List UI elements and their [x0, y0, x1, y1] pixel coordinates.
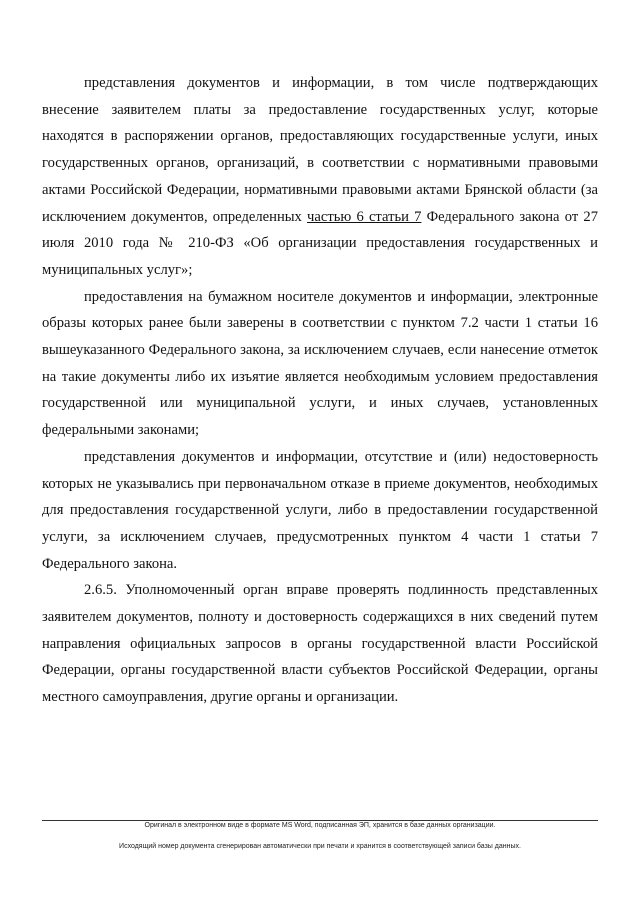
paragraph-text: представления документов и информации, в том числе подтверждающих внесение заявителем платы за предоставление государственных услуг, которые находятся в распоряжении органов, предоставляющих государственные услуги, иных государственных органов, организаций, в соответствии с нормативными правовыми актами Российской Федерации, нормативными правовыми актами Брянской области (за исключением документов, определенных: [42, 75, 598, 225]
footer-outgoing-number-note: Исходящий номер документа сгенерирован автоматически при печати и хранится в соответствующей записи базы данных.: [119, 843, 521, 850]
paragraph-missing-documents: представления документов и информации, отсутствие и (или) недостоверность которых не указывались при первоначальном отказе в приеме документов, необходимых для предоставления государственной услуги, либо в предоставлении государственной услуги, за исключением случаев, предусмотренных пунктом 4 части 1 статьи 7 Федерального закона.: [42, 448, 598, 572]
paragraph-2-6-5: 2.6.5. Уполномоченный орган вправе проверять подлинность представленных заявителем документов, полноту и достоверность содержащихся в них сведений путем направления официальных запросов в органы государственной власти Российской Федерации, органы государственной власти субъектов Российской Федерации, органы местного самоуправления, другие органы и организации.: [42, 582, 598, 706]
law-reference-link[interactable]: частью 6 статьи 7: [307, 208, 422, 225]
paragraph-documents-in-possession: [42, 70, 598, 284]
footer-divider: [42, 820, 598, 821]
footer-original-note: Оригинал в электронном виде в формате MS Word, подписанная ЭП, хранится в базе данных организации.: [144, 822, 496, 829]
paragraph-paper-documents: предоставления на бумажном носителе документов и информации, электронные образы которых ранее были заверены в соответствии с пунктом 7.2 части 1 статьи 16 вышеуказанного Федерального закона, за исключением случаев, если нанесение отметок на такие документы либо их изъятие является необходимым условием предоставления государственной или муниципальной услуги, и иных случаев, установленных федеральными законами;: [42, 288, 598, 439]
document-body: [42, 70, 598, 711]
paragraph-text: Федерального закона от 27 июля 2010 года № 210-ФЗ «Об организации предоставления государственных и муниципальных услуг»;: [42, 208, 598, 278]
